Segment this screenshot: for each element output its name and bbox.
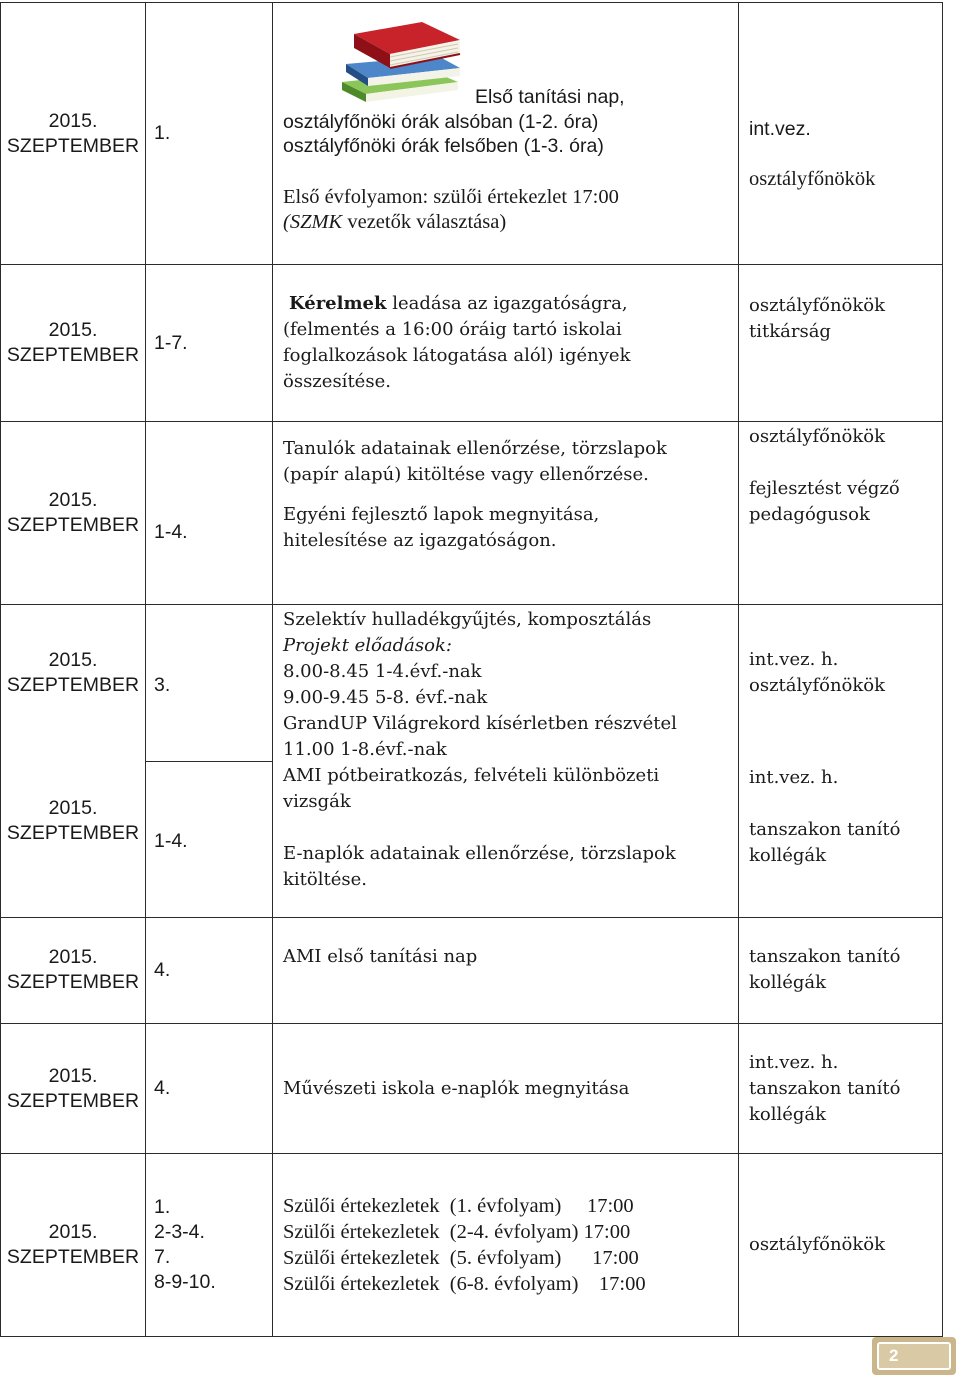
date-month: SZEPTEMBER <box>6 514 140 536</box>
table-row <box>1 265 943 422</box>
responsible-line: osztályfőnökök <box>749 675 886 696</box>
task-line: osztályfőnöki órák felsőben (1-3. óra) <box>283 135 604 157</box>
task-line: Első tanítási nap, <box>475 86 625 108</box>
day-cell <box>146 3 273 265</box>
responsible-cell <box>739 422 943 605</box>
task-line: Első évfolyamon: szülői értekezlet 17:00 <box>283 185 619 208</box>
date-month: SZEPTEMBER <box>6 674 140 696</box>
task-line <box>283 291 738 317</box>
date-cell <box>1 422 146 605</box>
task-line-rest: leadása az igazgatóságra, <box>392 293 628 314</box>
day-cell <box>146 1154 273 1337</box>
date-year: 2015. <box>48 649 98 671</box>
day-value: 1-7. <box>154 331 188 354</box>
page-number-badge <box>872 1337 956 1375</box>
day-value: 8-9-10. <box>154 1271 216 1293</box>
day-cell <box>146 422 273 605</box>
task-cell <box>273 918 739 1024</box>
task-line <box>283 210 738 235</box>
responsible-cell <box>739 265 943 422</box>
task-line: Művészeti iskola e-naplók megnyitása <box>283 1077 630 1099</box>
table-row <box>1 1154 943 1337</box>
date-month: SZEPTEMBER <box>6 822 140 844</box>
task-line-bold: Kérelmek <box>289 293 387 314</box>
date-cell <box>1 265 146 422</box>
task-line: kitöltése. <box>283 869 367 890</box>
task-cell <box>273 605 739 918</box>
task-line: Szülői értekezletek (6-8. évfolyam) 17:00 <box>283 1273 646 1295</box>
schedule-table <box>0 2 943 1337</box>
responsible-line: osztályfőnökök <box>749 1234 886 1255</box>
date-year: 2015. <box>48 109 98 132</box>
responsible-line: kollégák <box>749 972 827 993</box>
task-line: (felmentés a 16:00 óráig tartó iskolai <box>283 319 622 340</box>
task-line: Szelektív hulladékgyűjtés, komposztálás <box>283 609 652 630</box>
responsible-line: osztályfőnökök <box>749 295 886 316</box>
day-value: 1. <box>154 122 171 144</box>
responsible-line: osztályfőnökök <box>749 426 886 447</box>
day-value: 4. <box>154 1077 171 1099</box>
responsible-cell <box>739 605 943 918</box>
date-cell <box>1 918 146 1024</box>
date-month: SZEPTEMBER <box>6 1246 140 1268</box>
responsible-cell <box>739 918 943 1024</box>
task-line: hitelesítése az igazgatóságon. <box>283 530 557 551</box>
table-row <box>1 1024 943 1154</box>
day-value: 1-4. <box>154 520 188 543</box>
date-cell <box>1 1024 146 1154</box>
table-row <box>1 3 943 265</box>
task-line: Egyéni fejlesztő lapok megnyitása, <box>283 504 600 525</box>
task-line: 11.00 1-8.évf.-nak <box>283 739 447 760</box>
date-year: 2015. <box>48 1221 98 1243</box>
task-line: Szülői értekezletek (2-4. évfolyam) 17:00 <box>283 1221 631 1243</box>
date-year: 2015. <box>48 797 98 819</box>
task-cell <box>273 1024 739 1154</box>
date-month: SZEPTEMBER <box>6 971 140 993</box>
page-number: 2 <box>877 1342 951 1370</box>
table-row <box>1 422 943 605</box>
task-line: AMI első tanítási nap <box>283 946 478 967</box>
task-line: GrandUP Világrekord kísérletben részvétel <box>283 713 677 734</box>
task-line-italic: (SZMK <box>283 210 343 233</box>
date-cell <box>1 1154 146 1337</box>
responsible-line: int.vez. h. <box>749 767 839 788</box>
responsible-line: int.vez. h. <box>749 1051 839 1073</box>
books-stack-icon <box>336 16 466 106</box>
day-value: 4. <box>154 959 171 981</box>
day-value: 3. <box>154 674 171 696</box>
task-line: foglalkozások látogatása alól) igények <box>283 345 631 366</box>
date-cell <box>1 3 146 265</box>
day-value: 7. <box>154 1246 171 1268</box>
responsible-line: tanszakon tanító <box>749 1077 901 1099</box>
task-line: (papír alapú) kitöltése vagy ellenőrzése. <box>283 464 649 485</box>
date-year: 2015. <box>48 319 98 341</box>
responsible-line: kollégák <box>749 1103 827 1125</box>
date-year: 2015. <box>48 489 98 511</box>
date-month: SZEPTEMBER <box>6 1089 140 1112</box>
date-year: 2015. <box>48 946 98 968</box>
date-cell <box>1 605 146 918</box>
day-cell <box>146 265 273 422</box>
responsible-cell <box>739 1154 943 1337</box>
task-line: Szülői értekezletek (5. évfolyam) 17:00 <box>283 1247 639 1269</box>
day-value: 1. <box>154 1196 171 1218</box>
responsible-line: kollégák <box>749 845 827 866</box>
task-line: Projekt előadások: <box>283 635 452 656</box>
responsible-line: tanszakon tanító <box>749 819 901 840</box>
day-cell <box>146 1024 273 1154</box>
day-value: 1-4. <box>154 830 188 852</box>
task-line: osztályfőnöki órák alsóban (1-2. óra) <box>283 110 599 133</box>
day-value: 2-3-4. <box>154 1221 205 1243</box>
day-cell <box>146 605 273 918</box>
table-row <box>1 918 943 1024</box>
task-cell <box>273 422 739 605</box>
responsible-line: fejlesztést végző <box>749 478 900 499</box>
date-year: 2015. <box>48 1064 98 1087</box>
task-line: vizsgák <box>283 791 351 812</box>
responsible-line: pedagógusok <box>749 504 870 525</box>
responsible-line: int.vez. <box>749 117 811 140</box>
task-line: AMI pótbeiratkozás, felvételi különbözeti <box>283 765 660 786</box>
date-month: SZEPTEMBER <box>6 344 140 366</box>
responsible-line: tanszakon tanító <box>749 946 901 967</box>
task-cell <box>273 265 739 422</box>
responsible-line: osztályfőnökök <box>749 168 876 191</box>
responsible-cell <box>739 1024 943 1154</box>
task-line: E-naplók adatainak ellenőrzése, törzslapok <box>283 843 676 864</box>
task-line: összesítése. <box>283 371 391 392</box>
responsible-line: titkárság <box>749 321 831 342</box>
date-month: SZEPTEMBER <box>6 134 140 157</box>
task-line: 9.00-9.45 5-8. évf.-nak <box>283 687 488 708</box>
responsible-line: int.vez. h. <box>749 649 839 670</box>
responsible-cell <box>739 3 943 265</box>
task-line: 8.00-8.45 1-4.évf.-nak <box>283 661 482 682</box>
task-line: Tanulók adatainak ellenőrzése, törzslapok <box>283 438 667 459</box>
task-line: Szülői értekezletek (1. évfolyam) 17:00 <box>283 1195 634 1217</box>
table-row <box>1 605 943 918</box>
task-line-rest: vezetők választása) <box>347 210 507 233</box>
task-cell <box>273 1154 739 1337</box>
day-cell <box>146 918 273 1024</box>
